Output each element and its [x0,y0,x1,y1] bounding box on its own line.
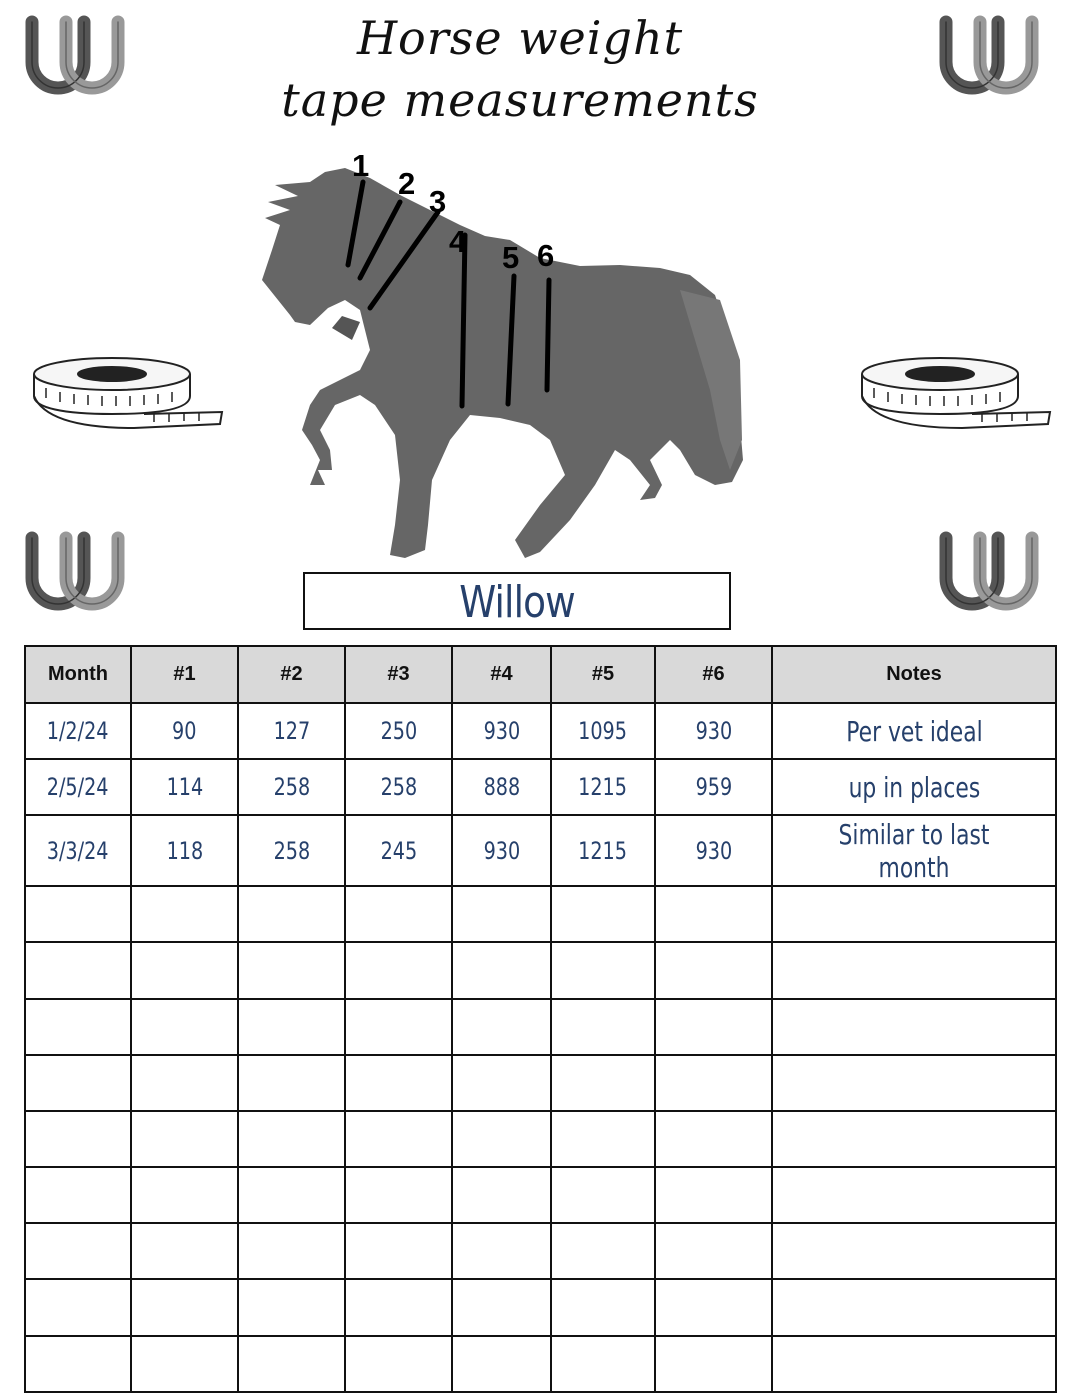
cell-m1[interactable] [131,1055,238,1111]
horse-diagram [250,140,760,565]
cell-m1[interactable] [131,759,238,815]
cell-m5[interactable] [551,886,655,942]
cell-month-text: 2/5/24 [47,773,109,802]
marker-2: 2 [398,166,416,201]
cell-month-text: 1/2/24 [47,717,109,746]
header-notes: Notes [772,646,1056,703]
cell-m3[interactable] [345,886,452,942]
cell-m5[interactable] [551,1055,655,1111]
measure-line-6 [547,280,549,390]
cell-m4-text: 930 [483,836,520,865]
cell-m3[interactable] [345,1111,452,1167]
cell-notes[interactable] [772,1111,1056,1167]
cell-m2[interactable] [238,1223,345,1279]
cell-m2[interactable] [238,886,345,942]
table-header-row [25,646,1056,703]
marker-1: 1 [352,148,370,183]
cell-m6-text: 959 [695,773,732,802]
table-row [25,886,1056,942]
cell-m4-text: 888 [483,773,520,802]
horseshoe-icon [18,12,136,112]
cell-m3[interactable] [345,703,452,759]
cell-m1[interactable] [131,703,238,759]
cell-m5[interactable] [551,1111,655,1167]
cell-m2[interactable] [238,942,345,998]
measurement-table [24,645,1057,1393]
cell-m1[interactable] [131,1167,238,1223]
cell-month-text: 3/3/24 [47,836,109,865]
cell-m6[interactable] [655,1111,772,1167]
cell-m4[interactable] [452,1111,551,1167]
cell-month[interactable] [25,886,131,942]
cell-m3[interactable] [345,1055,452,1111]
cell-m1[interactable] [131,1111,238,1167]
cell-m2[interactable] [238,1336,345,1392]
cell-m4[interactable] [452,1167,551,1223]
cell-month[interactable] [25,1279,131,1335]
cell-m6[interactable] [655,1223,772,1279]
marker-6: 6 [537,238,555,273]
measuring-tape-icon [852,348,1057,438]
horseshoe-icon [932,528,1050,628]
table-row [25,942,1056,998]
cell-notes[interactable] [772,703,1056,759]
cell-notes[interactable] [772,1336,1056,1392]
cell-month[interactable] [25,1336,131,1392]
cell-m1[interactable] [131,1336,238,1392]
cell-m6[interactable] [655,815,772,886]
horseshoe-icon [18,528,136,628]
cell-m5[interactable] [551,759,655,815]
cell-m5-text: 1215 [578,773,628,802]
table-row [25,1111,1056,1167]
cell-m5[interactable] [551,1223,655,1279]
cell-month[interactable] [25,999,131,1055]
cell-m6[interactable] [655,999,772,1055]
cell-notes[interactable] [772,1223,1056,1279]
horse-name: Willow [459,577,575,628]
cell-m3[interactable] [345,999,452,1055]
table-row [25,1336,1056,1392]
cell-month[interactable] [25,1223,131,1279]
cell-m4[interactable] [452,1279,551,1335]
cell-m1[interactable] [131,1223,238,1279]
table-row [25,1167,1056,1223]
cell-m1[interactable] [131,999,238,1055]
cell-m6[interactable] [655,1279,772,1335]
cell-m6-text: 930 [695,836,732,865]
horse-name-field[interactable] [303,572,731,630]
marker-4: 4 [449,224,467,259]
marker-5: 5 [502,240,520,275]
cell-m5-text: 1095 [578,717,628,746]
cell-m4[interactable] [452,886,551,942]
cell-notes-text: Per vet ideal [845,714,983,748]
cell-m2[interactable] [238,1111,345,1167]
cell-m2[interactable] [238,999,345,1055]
cell-m5[interactable] [551,703,655,759]
cell-m1-text: 118 [166,836,203,865]
page-title-line-2: tape measurements [281,73,759,127]
cell-m6[interactable] [655,1055,772,1111]
cell-m5[interactable] [551,1279,655,1335]
page-title-line-1: Horse weight [356,11,684,65]
cell-m2[interactable] [238,703,345,759]
table-row [25,1279,1056,1335]
cell-m2[interactable] [238,759,345,815]
cell-m2[interactable] [238,1055,345,1111]
cell-month[interactable] [25,1167,131,1223]
cell-notes[interactable] [772,886,1056,942]
cell-m6[interactable] [655,759,772,815]
cell-m4[interactable] [452,1223,551,1279]
cell-notes[interactable] [772,1167,1056,1223]
cell-m5[interactable] [551,999,655,1055]
cell-m3[interactable] [345,1223,452,1279]
cell-m2-text: 127 [273,717,310,746]
horseshoe-icon [932,12,1050,112]
cell-notes[interactable] [772,759,1056,815]
table-row [25,759,1056,815]
cell-m1-text: 114 [166,773,203,802]
cell-m3[interactable] [345,942,452,998]
measuring-tape-icon [24,348,229,438]
header-m5: #5 [551,646,655,703]
cell-m2[interactable] [238,1167,345,1223]
cell-m4[interactable] [452,1055,551,1111]
cell-m5[interactable] [551,815,655,886]
marker-3: 3 [429,184,447,219]
cell-m2-text: 258 [273,836,310,865]
table-row [25,999,1056,1055]
cell-month[interactable] [25,815,131,886]
cell-m1[interactable] [131,942,238,998]
cell-month[interactable] [25,1055,131,1111]
table-row [25,815,1056,886]
table-row [25,703,1056,759]
cell-m3-text: 258 [380,773,417,802]
cell-m6[interactable] [655,1167,772,1223]
cell-m4[interactable] [452,1336,551,1392]
table-row [25,1223,1056,1279]
cell-m4[interactable] [452,942,551,998]
cell-m1[interactable] [131,1279,238,1335]
cell-month[interactable] [25,759,131,815]
measure-line-4 [462,235,465,406]
cell-m4[interactable] [452,759,551,815]
cell-notes[interactable] [772,1055,1056,1111]
cell-m5[interactable] [551,1167,655,1223]
cell-month[interactable] [25,703,131,759]
cell-m3[interactable] [345,815,452,886]
cell-m1[interactable] [131,886,238,942]
cell-m3[interactable] [345,1279,452,1335]
cell-m5[interactable] [551,1336,655,1392]
header-m6: #6 [655,646,772,703]
cell-m3-text: 250 [380,717,417,746]
cell-m6[interactable] [655,1336,772,1392]
header-m4: #4 [452,646,551,703]
horse-silhouette [262,168,743,558]
cell-m6[interactable] [655,886,772,942]
cell-m4[interactable] [452,999,551,1055]
cell-m3[interactable] [345,1167,452,1223]
cell-m3[interactable] [345,1336,452,1392]
cell-notes[interactable] [772,999,1056,1055]
cell-notes[interactable] [772,942,1056,998]
cell-m3[interactable] [345,759,452,815]
cell-m6[interactable] [655,703,772,759]
cell-m4-text: 930 [483,717,520,746]
header-m2: #2 [238,646,345,703]
cell-m2[interactable] [238,1279,345,1335]
table-row [25,1055,1056,1111]
header-m1: #1 [131,646,238,703]
cell-m2-text: 258 [273,773,310,802]
cell-m2[interactable] [238,815,345,886]
cell-m5[interactable] [551,942,655,998]
cell-m4[interactable] [452,815,551,886]
cell-notes-text: up in places [848,770,980,804]
header-month: Month [25,646,131,703]
cell-notes[interactable] [772,815,1056,886]
cell-notes[interactable] [772,1279,1056,1335]
cell-m5-text: 1215 [578,836,628,865]
cell-m1-text: 90 [172,717,197,746]
cell-m6[interactable] [655,942,772,998]
cell-m4[interactable] [452,703,551,759]
cell-notes-text: Similar to last month [838,817,990,884]
cell-month[interactable] [25,942,131,998]
header-m3: #3 [345,646,452,703]
cell-m1[interactable] [131,815,238,886]
cell-m6-text: 930 [695,717,732,746]
cell-month[interactable] [25,1111,131,1167]
cell-m3-text: 245 [380,836,417,865]
